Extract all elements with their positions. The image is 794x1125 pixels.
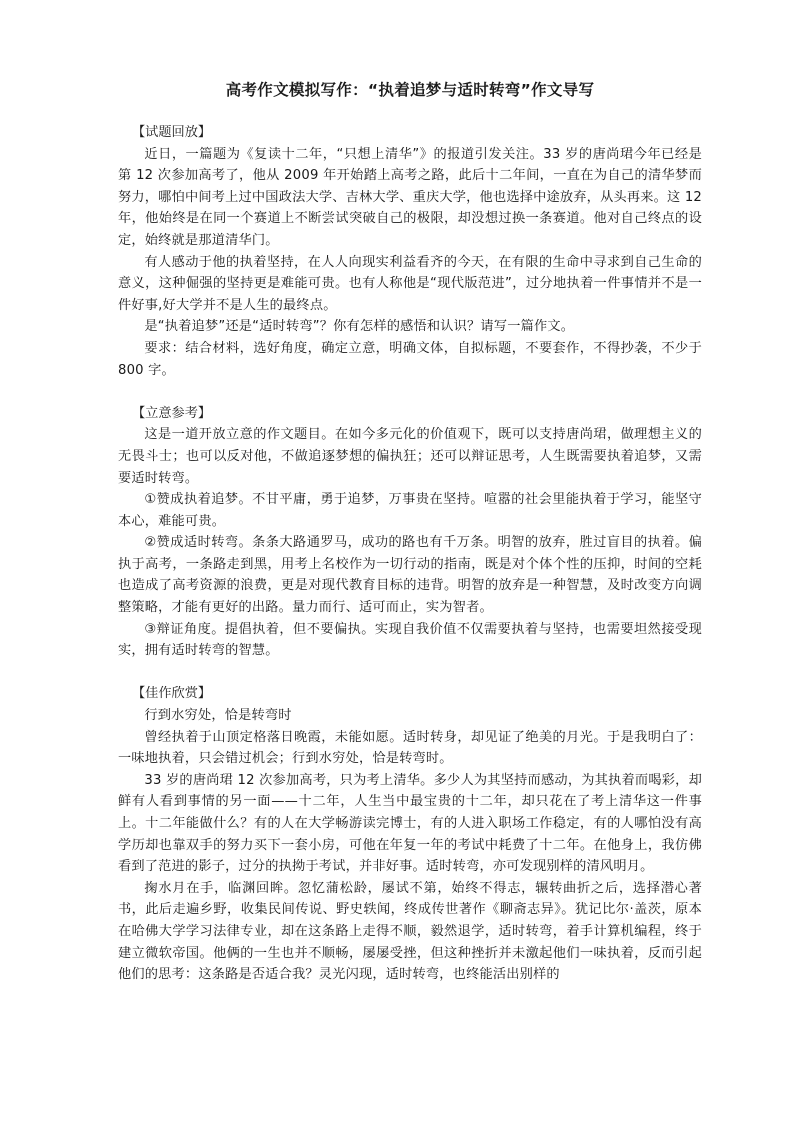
document-page — [118, 78, 702, 986]
paragraph: 要求：结合材料，选好角度，确定立意，明确文体，自拟标题，不要套作，不得抄袭，不少于 800 字。 — [118, 340, 702, 378]
section-sample-essay — [118, 683, 702, 985]
paragraph: ③辩证角度。提倡执着，但不要偏执。实现自我价值不仅需要执着与坚持，也需要坦然接受现实，拥有适时转弯的智慧。 — [118, 621, 702, 659]
document-title: 高考作文模拟写作：“执着追梦与适时转弯”作文导写 — [225, 81, 595, 99]
paragraph: 这是一道开放立意的作文题目。在如今多元化的价值观下，既可以支持唐尚珺，做理想主义的无畏斗士；也可以反对他，不做追逐梦想的偏执狂；还可以辩证思考，人生既需要执着追梦，又需要适时转弯。 — [118, 427, 702, 486]
spacer — [118, 381, 702, 403]
section-question-review — [118, 122, 702, 381]
paragraph: 曾经执着于山顶定格落日晚霞，未能如愿。适时转身，却见证了绝美的月光。于是我明白了：一味地执着，只会错过机会；行到水穷处，恰是转弯时。 — [118, 729, 702, 767]
paragraph: 掬水月在手，临渊回眸。忽忆蒲松龄，屡试不第，始终不得志，辗转曲折之后，选择潜心著书，此后走遍乡野，收集民间传说、野史轶闻，终成传世著作《聊斋志异》。犹记比尔·盖茨，原本在哈佛大学学习法律专业，却在这条路上走得不顺，毅然退学，适时转弯，着手计算机编程，终于建立微软帝国。他俩的一生也并不顺畅，屡屡受挫，但这种挫折并未激起他们一味执着，反而引起他们的思考：这条路是否适合我？灵光闪现，适时转弯，也终能活出别样的 — [118, 880, 702, 983]
paragraph: 有人感动于他的执着坚持，在人人向现实利益看齐的今天，在有限的生命中寻求到自己生命的意义，这种倔强的坚持更是难能可贵。也有人称他是“现代版范进”，过分地执着一件事情并不是一件好事,好大学并不是人生的最终点。 — [118, 254, 702, 313]
paragraph: 近日，一篇题为《复读十二年，“只想上清华”》的报道引发关注。33 岁的唐尚珺今年已经是第 12 次参加高考了，他从 2009 年开始踏上高考之路，此后十二年间，一直在为自己的清华梦而努力，哪怕中间考上过中国政法大学、吉林大学、重庆大学，他也选择中途放弃，从头再来。这 12 年，他始终是在同一个赛道上不断尝试突破自己的极限，却没想过换一条赛道。他对自己终点的设定，始终就是那道清华门。 — [118, 146, 702, 248]
essay-title: 行到水穷处，恰是转弯时 — [144, 708, 292, 724]
section-heading: 【试题回放】 — [132, 125, 212, 140]
paragraph: 33 岁的唐尚珺 12 次参加高考，只为考上清华。多少人为其坚持而感动，为其执着而喝彩，却鲜有人看到事情的另一面——十二年，人生当中最宝贵的十二年，却只花在了考上清华这一件事上。十二年能做什么？有的人在大学畅游读完博士，有的人进入职场工作稳定，有的人哪怕没有高学历却也靠双手的努力买下一套小房，可他在年复一年的考试中耗费了十二年。在他身上，我仿佛看到了范进的影子，过分的执拗于考试，并非好事。适时转弯，亦可发现别样的清风明月。 — [118, 772, 702, 875]
paragraph: 是“执着追梦”还是“适时转弯”？你有怎样的感悟和认识？请写一篇作文。 — [144, 319, 575, 335]
section-theme-reference — [118, 403, 702, 662]
paragraph: ②赞成适时转弯。条条大路通罗马，成功的路也有千万条。明智的放弃，胜过盲目的执着。偏执于高考，一条路走到黑，用考上名校作为一切行动的指南，既是对个体个性的压抑，时间的空耗也造成了高考资源的浪费，更是对现代教育目标的违背。明智的放弃是一种智慧，及时改变方向调整策略，才能有更好的出路。量力而行、适可而止，实为智者。 — [118, 535, 702, 616]
paragraph: ①赞成执着追梦。不甘平庸，勇于追梦，万事贵在坚持。喧嚣的社会里能执着于学习，能坚守本心，难能可贵。 — [118, 492, 702, 529]
section-heading: 【佳作欣赏】 — [132, 686, 212, 702]
section-heading: 【立意参考】 — [132, 405, 212, 421]
spacer — [118, 662, 702, 684]
